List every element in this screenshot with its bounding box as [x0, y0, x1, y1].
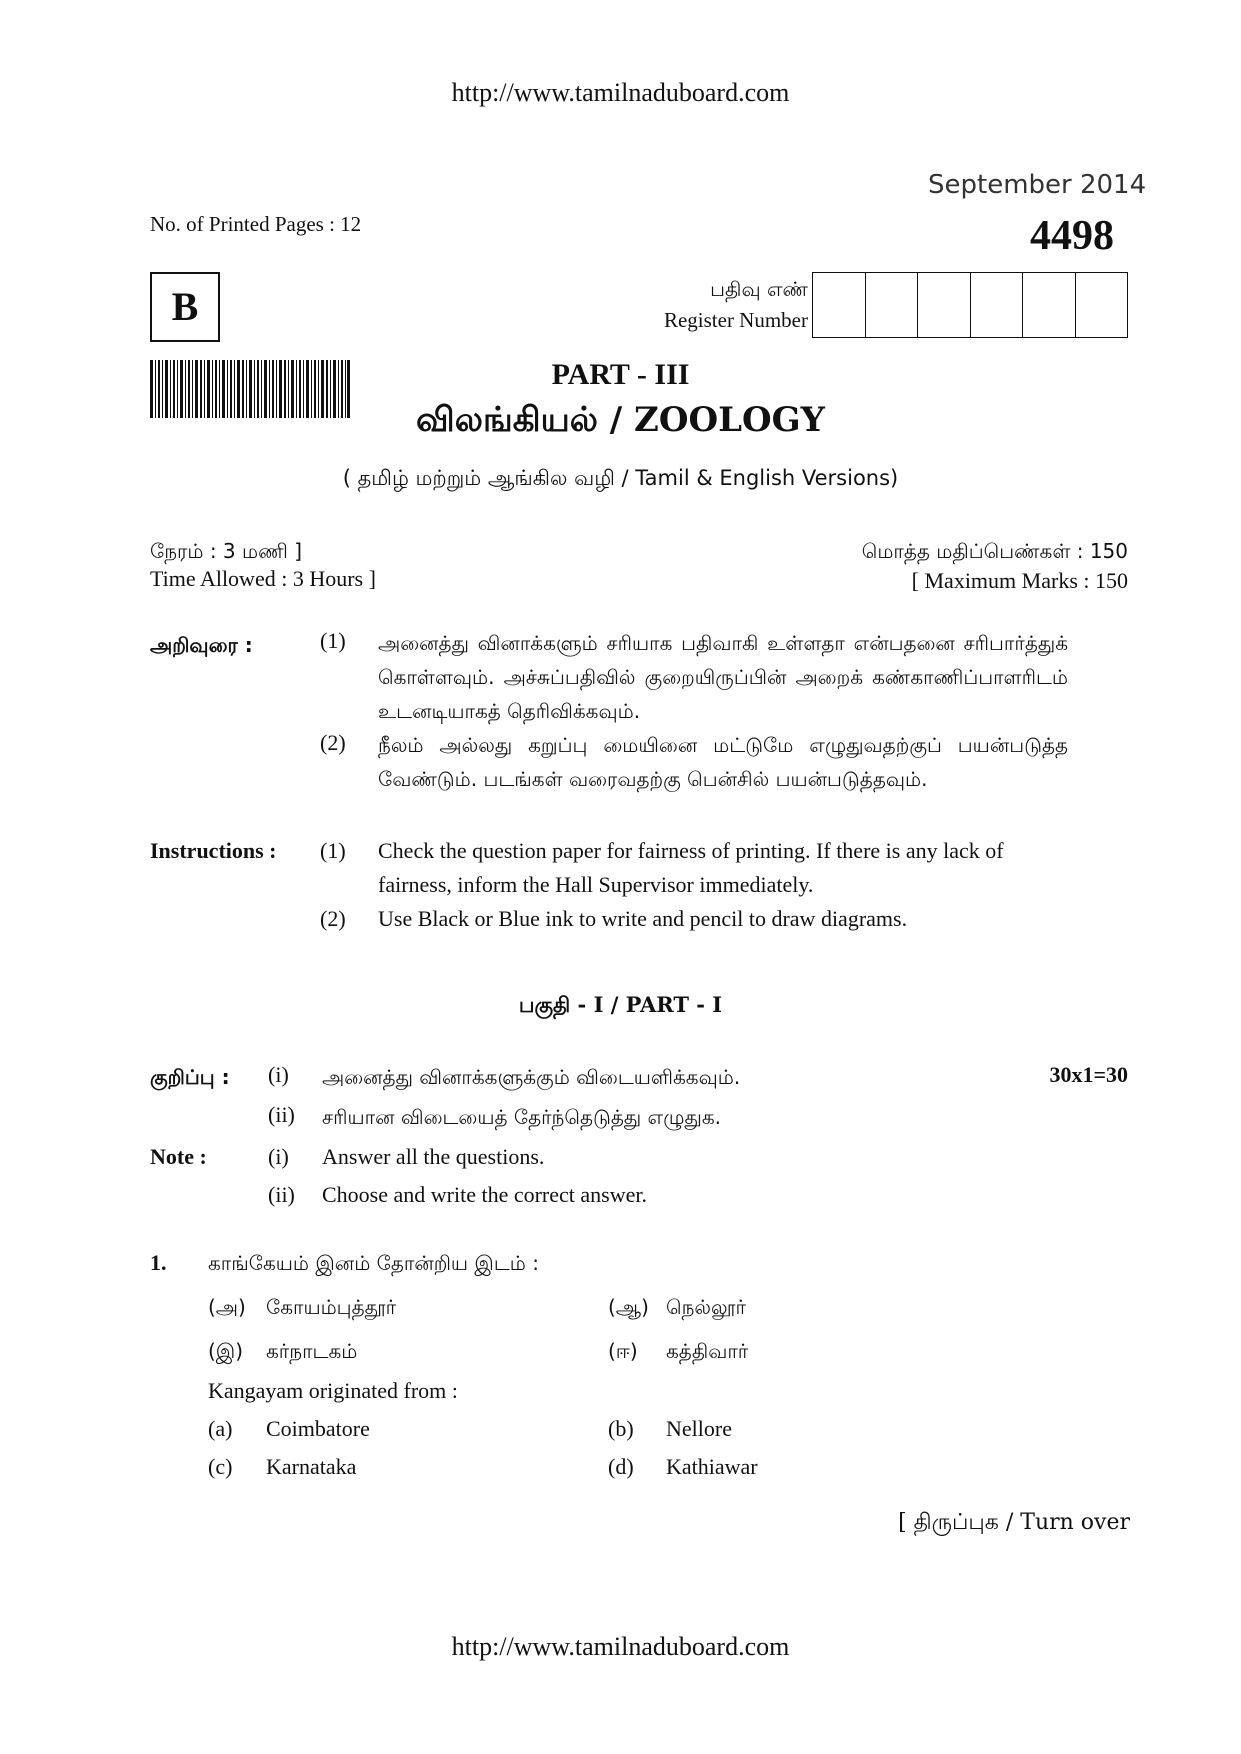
maximum-marks: [ Maximum Marks : 150: [911, 568, 1128, 593]
option-text: Coimbatore: [266, 1416, 370, 1441]
instruction-number: (1): [320, 838, 346, 863]
question-english: Kangayam originated from :: [208, 1378, 458, 1403]
source-url-bottom: http://www.tamilnaduboard.com: [451, 1632, 790, 1661]
register-number-boxes[interactable]: [812, 272, 1128, 338]
option-label: (d): [608, 1454, 634, 1479]
register-number-tamil: பதிவு எண்: [710, 277, 808, 301]
printed-pages: No. of Printed Pages : 12: [150, 212, 362, 236]
instruction-number: (2): [320, 730, 346, 755]
instruction-english-2: Use Black or Blue ink to write and pencil to draw diagrams.: [378, 906, 908, 931]
option-label: (அ): [208, 1295, 246, 1319]
note-tamil-label: குறிப்பு :: [150, 1065, 230, 1089]
register-digit-cell[interactable]: [1023, 273, 1076, 337]
option-label: (a): [208, 1416, 233, 1441]
option-text: நெல்லூர்: [666, 1295, 746, 1319]
instruction-tamil-2: நீலம் அல்லது கறுப்பு மையினை மட்டுமே எழுதுவதற்குப் பயன்படுத்த வேண்டும். படங்கள் வரைவதற்கு பென்சில் பயன்படுத்தவும்.: [378, 733, 1068, 791]
note-index: (i): [268, 1144, 289, 1169]
option-label: (இ): [208, 1339, 244, 1363]
register-digit-cell[interactable]: [971, 273, 1024, 337]
register-digit-cell[interactable]: [1076, 273, 1128, 337]
option-label: (ஈ): [608, 1339, 638, 1363]
instruction-number: (1): [320, 628, 346, 653]
version-note: ( தமிழ் மற்றும் ஆங்கில வழி / Tamil & English Versions): [342, 466, 899, 490]
source-url-top: http://www.tamilnaduboard.com: [451, 78, 790, 107]
part-title: PART - III: [551, 358, 690, 391]
option-text: கத்திவார்: [666, 1339, 749, 1363]
option-text: Karnataka: [266, 1454, 357, 1479]
session-label: September 2014: [928, 170, 1147, 200]
option-text: Nellore: [666, 1416, 732, 1441]
note-english-label: Note :: [150, 1144, 207, 1169]
note-index: (ii): [268, 1182, 295, 1207]
option-label: (c): [208, 1454, 233, 1479]
option-text: கோயம்புத்தூர்: [266, 1295, 397, 1319]
register-digit-cell[interactable]: [918, 273, 971, 337]
register-number-label: Register Number: [663, 308, 808, 332]
instruction-tamil-1: அனைத்து வினாக்களும் சரியாக பதிவாகி உள்ளதா என்பதனை சரிபார்த்துக் கொள்ளவும். அச்சுப்பதிவில் குறையிருப்பின் அறைக் கண்காணிப்பாளரிடம் உடனடியாகத் தெரிவிக்கவும்.: [378, 631, 1068, 723]
option-label: (ஆ): [608, 1295, 649, 1319]
time-tamil: நேரம் : 3 மணி ]: [150, 539, 302, 563]
register-digit-cell[interactable]: [866, 273, 919, 337]
instruction-english-1: Check the question paper for fairness of printing. If there is any lack of fairness, inform the Hall Supervisor immediately.: [378, 838, 1004, 897]
time-allowed: Time Allowed : 3 Hours ]: [150, 566, 376, 591]
register-digit-cell[interactable]: [813, 273, 866, 337]
subject-title: விலங்கியல் / ZOOLOGY: [416, 400, 825, 440]
question-tamil: காங்கேயம் இனம் தோன்றிய இடம் :: [208, 1251, 539, 1275]
section-marks: 30x1=30: [1049, 1062, 1128, 1087]
question-number: 1.: [150, 1250, 167, 1275]
note-tamil-i: அனைத்து வினாக்களுக்கும் விடையளிக்கவும்.: [322, 1065, 741, 1089]
option-text: கர்நாடகம்: [266, 1339, 358, 1363]
note-index: (i): [268, 1062, 289, 1087]
series-code-box: B: [150, 272, 220, 342]
instruction-number: (2): [320, 906, 346, 931]
marks-tamil: மொத்த மதிப்பெண்கள் : 150: [861, 539, 1128, 563]
instructions-english-label: Instructions :: [150, 838, 277, 863]
option-text: Kathiawar: [666, 1454, 758, 1479]
note-tamil-ii: சரியான விடையைத் தேர்ந்தெடுத்து எழுதுக.: [322, 1105, 722, 1129]
turn-over-note: [ திருப்புக / Turn over: [898, 1510, 1130, 1535]
option-label: (b): [608, 1416, 634, 1441]
part-one-heading: பகுதி - I / PART - I: [518, 992, 723, 1017]
paper-code: 4498: [1030, 213, 1114, 259]
note-index: (ii): [268, 1102, 295, 1127]
note-english-i: Answer all the questions.: [322, 1144, 545, 1169]
note-english-ii: Choose and write the correct answer.: [322, 1182, 647, 1207]
instructions-tamil-label: அறிவுரை :: [150, 633, 253, 657]
